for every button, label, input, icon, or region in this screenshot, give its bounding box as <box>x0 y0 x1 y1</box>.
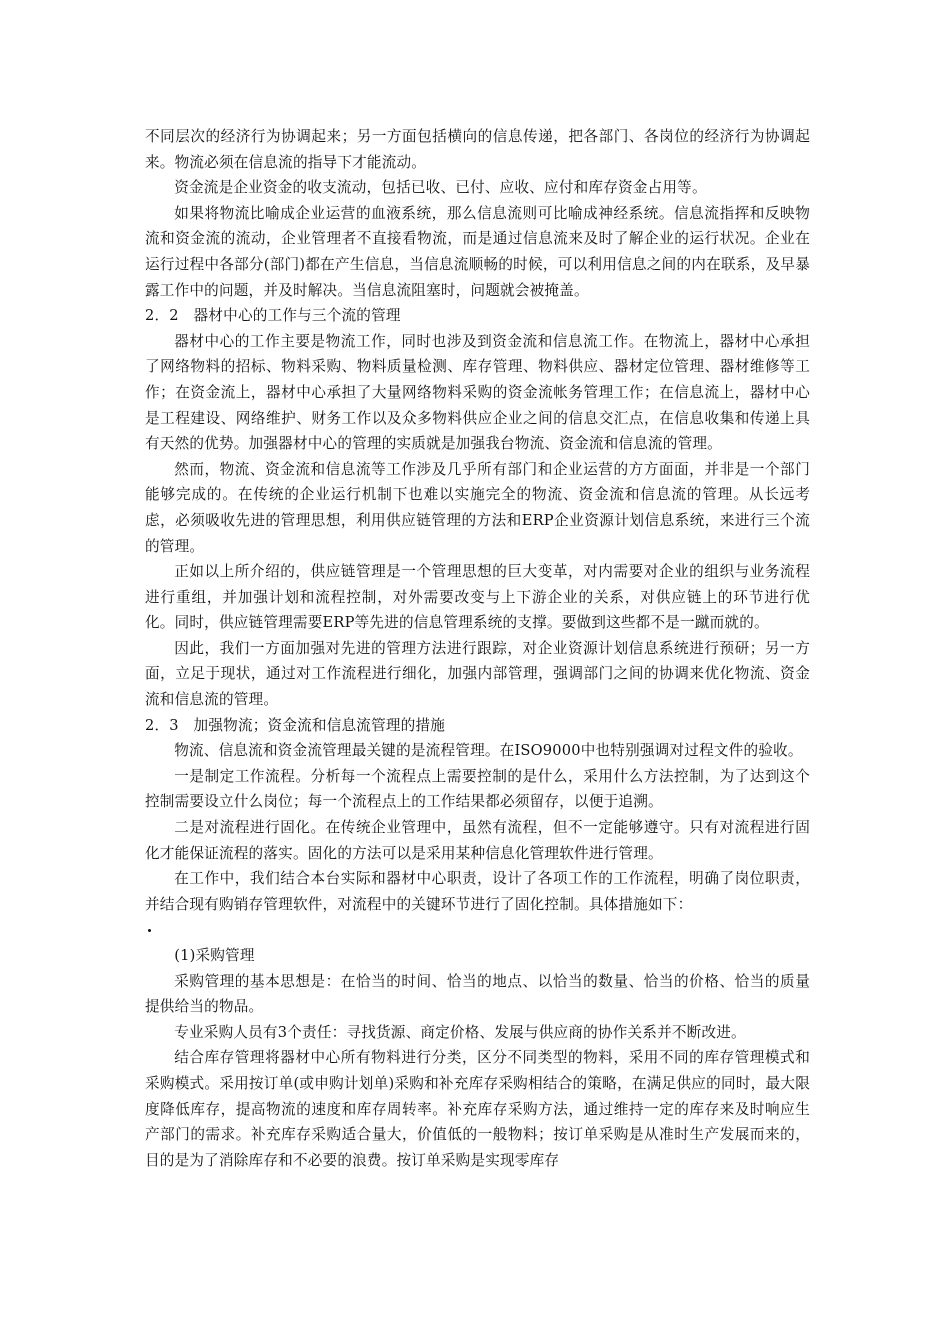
paragraph-key-process: 物流、信息流和资金流管理最关键的是流程管理。在ISO9000中也特别强调对过程文件的验收。 <box>174 742 803 760</box>
document-page <box>145 124 810 1173</box>
subsection-heading-procurement: (1)采购管理 <box>174 947 255 964</box>
paragraph-procurement-basic: 采购管理的基本思想是：在恰当的时间、恰当的地点、以恰当的数量、恰当的价格、恰当的质量提供给当的物品。 <box>145 972 810 1016</box>
paragraph-procurement-inventory: 结合库存管理将器材中心所有物料进行分类，区分不同类型的物料，采用不同的库存管理模式和采购模式。采用按订单(或申购计划单)采购和补充库存采购相结合的策略，在满足供应的同时，最大限度降低库存，提高物流的速度和库存周转率。补充库存采购方法，通过维持一定的库存来及时响应生产部门的需求。补充库存采购适合量大，价值低的一般物料；按订单采购是从准时生产发展而来的，目的是为了消除库存和不必要的浪费。按订单采购是实现零库存 <box>145 1049 810 1169</box>
paragraph-supply-chain: 正如以上所介绍的，供应链管理是一个管理思想的巨大变革，对内需要对企业的组织与业务流程进行重组，并加强计划和流程控制，对外需要改变与上下游企业的关系，对供应链上的环节进行优化。同时，供应链管理需要ERP等先进的信息管理系统的支撑。要做到这些都不是一蹴而就的。 <box>145 563 810 632</box>
paragraph-first-step: 一是制定工作流程。分析每一个流程点上需要控制的是什么，采用什么方法控制，为了达到这个控制需要设立什么岗位；每一个流程点上的工作结果都必须留存，以便于追溯。 <box>145 767 810 811</box>
section-heading-2-3: 2．3 加强物流；资金流和信息流管理的措施 <box>145 716 446 734</box>
section-heading-2-2: 2．2 器材中心的工作与三个流的管理 <box>145 307 401 325</box>
paragraph-info-flow-continued: 不同层次的经济行为协调起来；另一方面包括横向的信息传递，把各部门、各岗位的经济行为协调起来。物流必须在信息流的指导下才能流动。 <box>145 128 810 171</box>
paragraph-therefore: 因此，我们一方面加强对先进的管理方法进行跟踪，对企业资源计划信息系统进行预研；另一方面，立足于现状，通过对工作流程进行细化，加强内部管理，强调部门之间的协调来优化物流、资金流和信息流的管理。 <box>145 639 810 709</box>
paragraph-in-work: 在工作中，我们结合本台实际和器材中心职责，设计了各项工作的工作流程，明确了岗位职责，并结合现有购销存管理软件，对流程中的关键环节进行了固化控制。具体措施如下： <box>145 870 810 913</box>
paragraph-however: 然而，物流、资金流和信息流等工作涉及几乎所有部门和企业运营的方方面面，并非是一个部门能够完成的。在传统的企业运行机制下也难以实施完全的物流、资金流和信息流的管理。从长远考虑，必须吸收先进的管理思想，利用供应链管理的方法和ERP企业资源计划信息系统，来进行三个流的管理。 <box>145 460 810 555</box>
paragraph-center-work: 器材中心的工作主要是物流工作，同时也涉及到资金流和信息流工作。在物流上，器材中心承担了网络物料的招标、物料采购、物料质量检测、库存管理、物料供应、器材定位管理、器材维修等工作；在资金流上，器材中心承担了大量网络物料采购的资金流帐务管理工作；在信息流上，器材中心是工程建设、网络维护、财务工作以及众多物料供应企业之间的信息交汇点，在信息收集和传递上具有天然的优势。加强器材中心的管理的实质就是加强我台物流、资金流和信息流的管理。 <box>145 332 810 453</box>
bullet-marker <box>145 917 810 943</box>
paragraph-cash-flow: 资金流是企业资金的收支流动，包括已收、已付、应收、应付和库存资金占用等。 <box>174 179 707 197</box>
paragraph-analogy: 如果将物流比喻成企业运营的血液系统，那么信息流则可比喻成神经系统。信息流指挥和反映物流和资金流的流动，企业管理者不直接看物流，而是通过信息流来及时了解企业的运行状况。企业在运行过程中各部分(部门)都在产生信息，当信息流顺畅的时候，可以利用信息之间的内在联系，及早暴露工作中的问题，并及时解决。当信息流阻塞时，问题就会被掩盖。 <box>145 204 810 299</box>
bullet-dot-icon <box>148 929 151 932</box>
paragraph-procurement-staff: 专业采购人员有3个责任：寻找货源、商定价格、发展与供应商的协作关系并不断改进。 <box>174 1023 746 1041</box>
paragraph-second-step: 二是对流程进行固化。在传统企业管理中，虽然有流程，但不一定能够遵守。只有对流程进行固化才能保证流程的落实。固化的方法可以是采用某种信息化管理软件进行管理。 <box>145 819 810 862</box>
